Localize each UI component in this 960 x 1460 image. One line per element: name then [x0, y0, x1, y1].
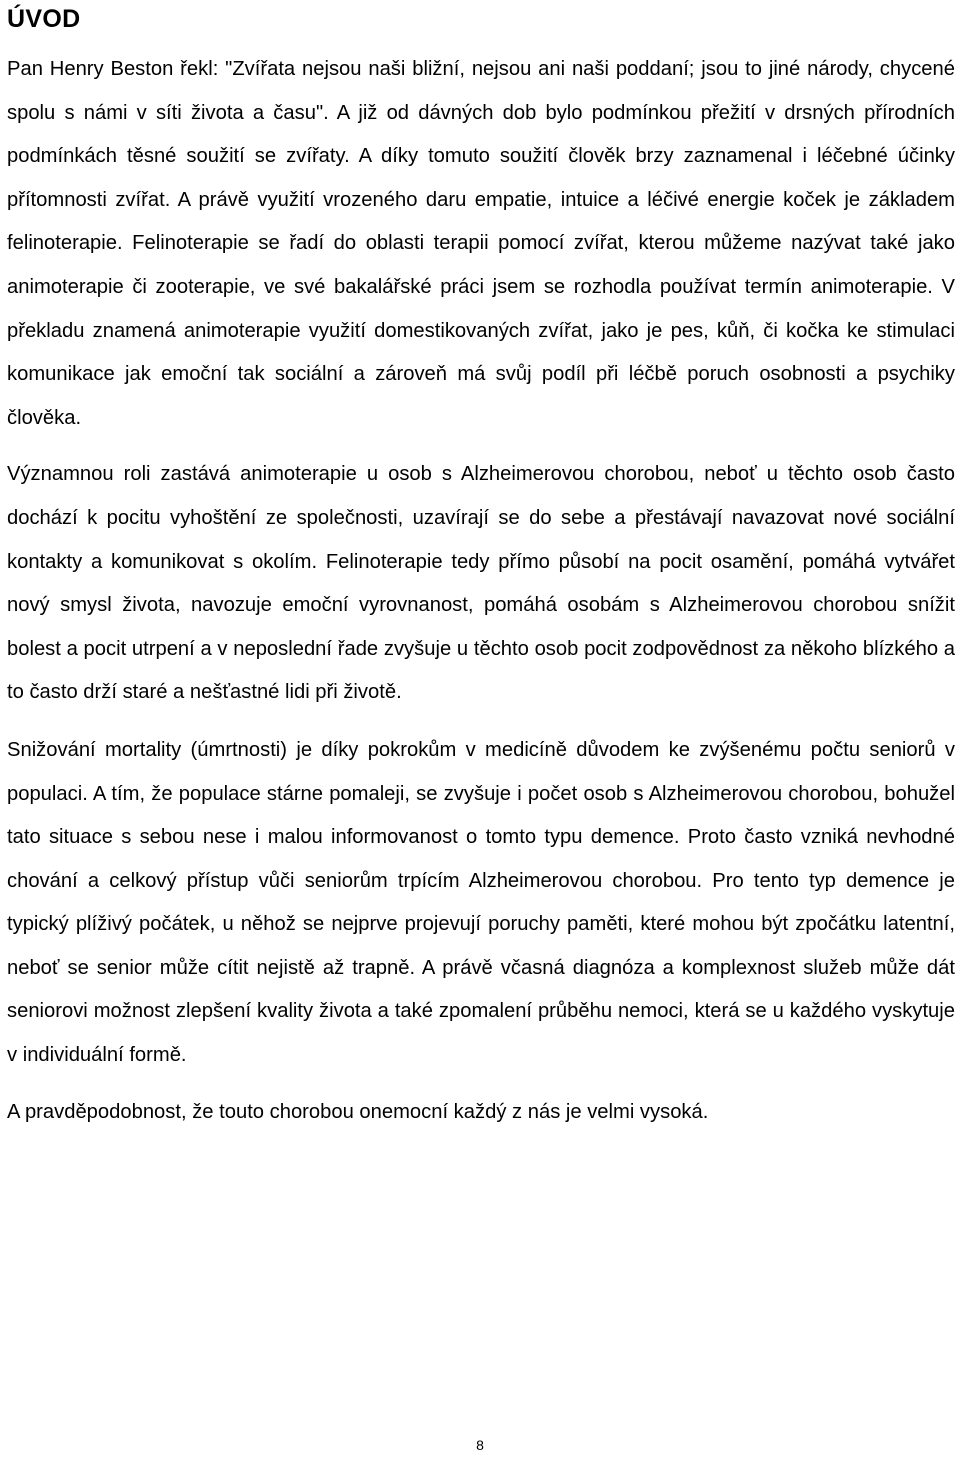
paragraph-intro: Pan Henry Beston řekl: "Zvířata nejsou naši bližní, nejsou ani naši poddaní; jsou to jiné národy, chycené spolu s námi v síti života a času". A již od dávných dob bylo podmínkou přežití v drsných přírodních podmínkách těsné soužití se zvířaty. A díky tomuto soužití člověk brzy zaznamenal i léčebné účinky přítomnosti zvířat. A právě využití vrozeného daru empatie, intuice a léčivé energie koček je základem felinoterapie. Felinoterapie se řadí do oblasti terapii pomocí zvířat, kterou můžeme nazývat také jako animoterapie či zooterapie, ve své bakalářské práci jsem se rozhodla používat termín animoterapie. V překladu znamená animoterapie využití domestikovaných zvířat, jako je pes, kůň, či kočka ke stimulaci komunikace jak emoční tak sociální a zároveň má svůj podíl při léčbě poruch osobnosti a psychiky člověka.: [7, 58, 955, 429]
paragraph-alzheimer: Významnou roli zastává animoterapie u osob s Alzheimerovou chorobou, neboť u těchto osob často dochází k pocitu vyhoštění ze společnosti, uzavírají se do sebe a přestávají navazovat nové sociální kontakty a komunikovat s okolím. Felinoterapie tedy přímo působí na pocit osamění, pomáhá vytvářet nový smysl života, navozuje emoční vyrovnanost, pomáhá osobám s Alzheimerovou chorobou snížit bolest a pocit utrpení a v neposlední řade zvyšuje u těchto osob pocit zodpovědnost za někoho blízkého a to často drží staré a nešťastné lidi při životě.: [7, 463, 955, 704]
paragraph-mortality: Snižování mortality (úmrtnosti) je díky pokrokům v medicíně důvodem ke zvýšenému počtu seniorů v populaci. A tím, že populace stárne pomaleji, se zvyšuje i počet osob s Alzheimerovou chorobou, bohužel tato situace s sebou nese i malou informovanost o tomto typu demence. Proto často vzniká nevhodné chování a celkový přístup vůči seniorům trpícím Alzheimerovou chorobou. Pro tento typ demence je typický plíživý počátek, u něhož se nejprve projevují poruchy paměti, které mohou být zpočátku latentní, neboť se senior může cítit nejistě až trapně. A právě včasná diagnóza a komplexnost služeb může dát seniorovi možnost zlepšení kvality života a také zpomalení průběhu nemoci, která se u každého vyskytuje v individuální formě.: [7, 738, 955, 1067]
section-heading: ÚVOD: [7, 5, 81, 33]
document-page: [7, 0, 955, 1134]
paragraph-probability: A pravděpodobnost, že touto chorobou onemocní každý z nás je velmi vysoká.: [7, 1100, 709, 1123]
page-number: 8: [476, 1437, 484, 1453]
